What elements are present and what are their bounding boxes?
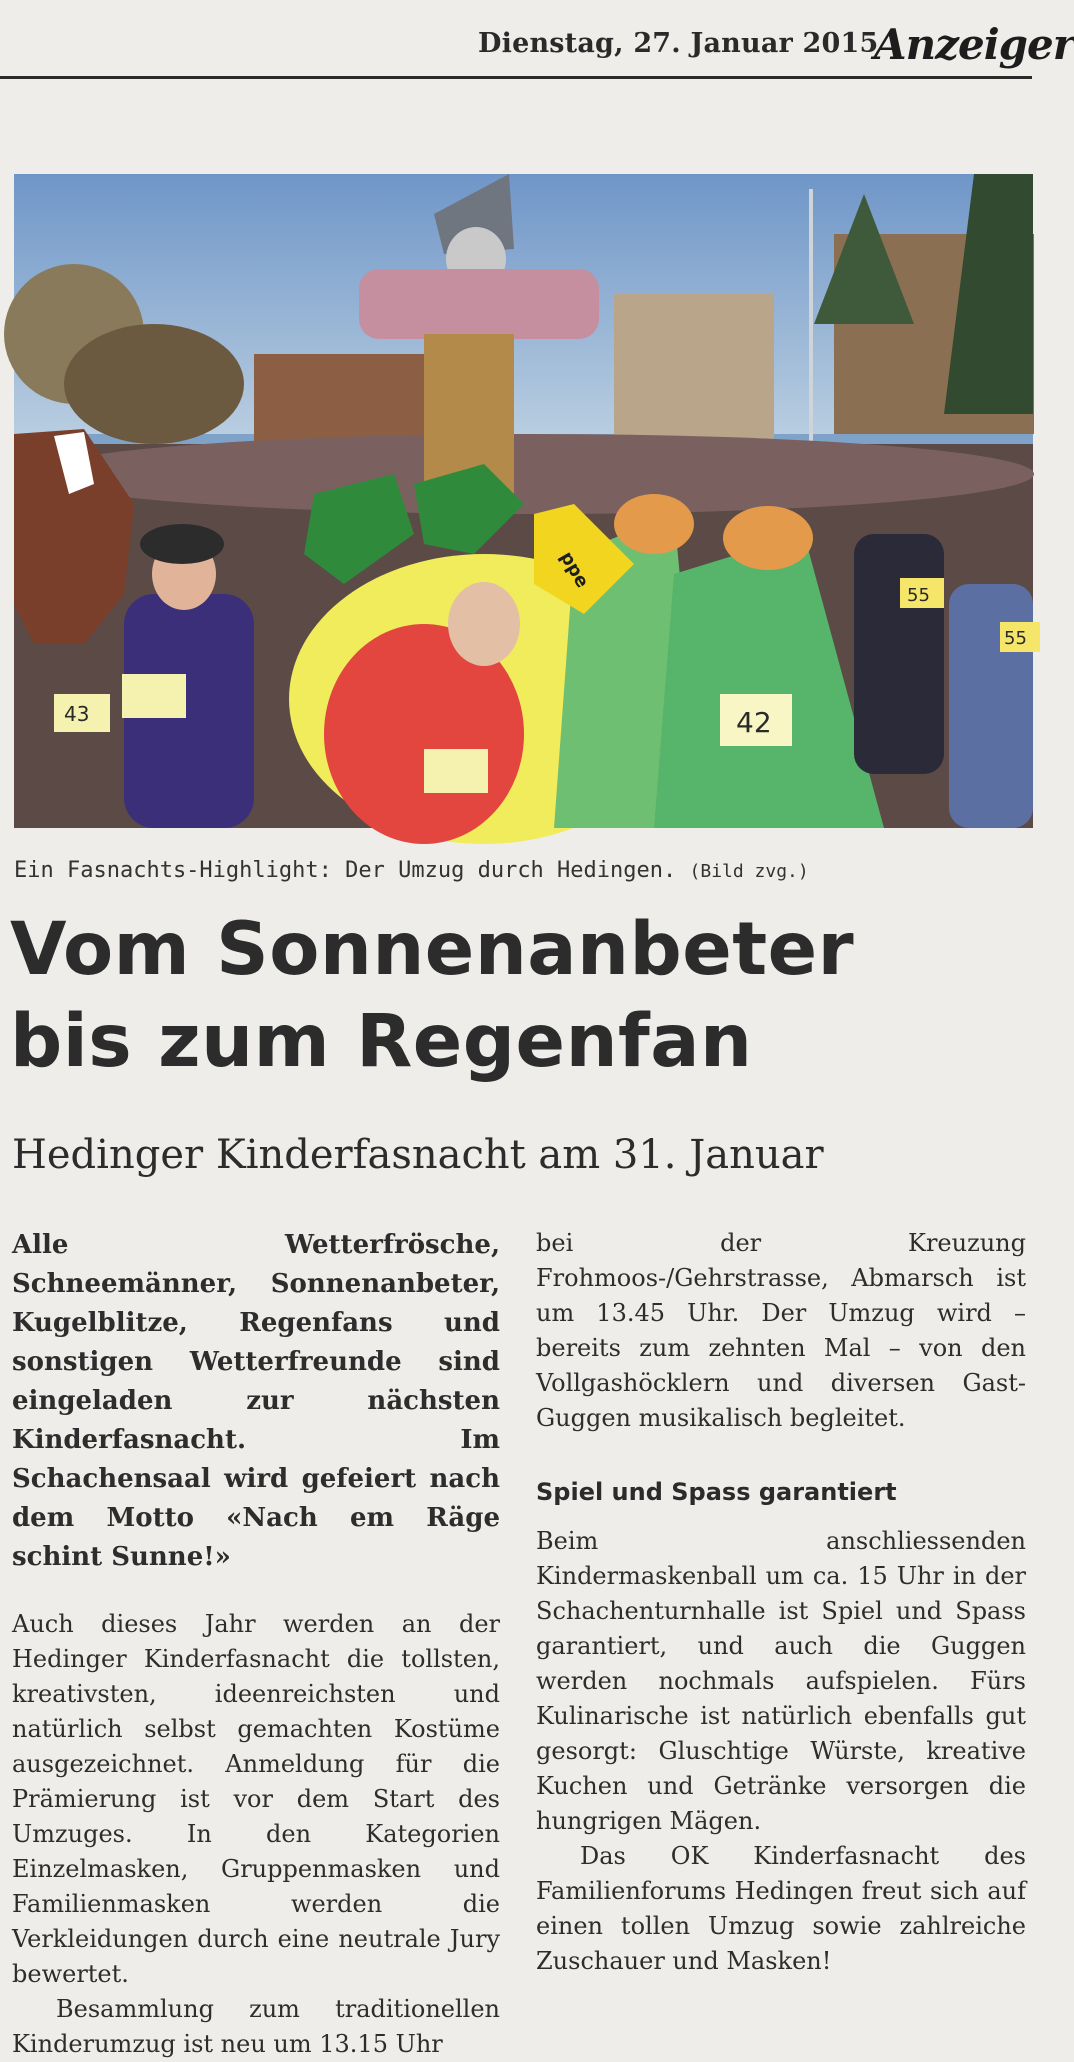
article-column-left: [12, 1226, 500, 2062]
issue-date: Dienstag, 27. Januar 2015: [478, 28, 879, 59]
caption-credit: (Bild zvg.): [689, 861, 809, 882]
article-column-right: [536, 1226, 1026, 1979]
parade-photo: [14, 174, 1033, 828]
photo-tree: [64, 324, 244, 444]
article-paragraph: Das OK Kinderfasnacht des Familienforums Hedingen freut sich auf einen tollen Umzug sowie zahlreiche Zuschauer und Masken!: [536, 1842, 1026, 1975]
photo-scarecrow-body: [359, 269, 599, 339]
photo-child: [949, 584, 1033, 828]
article-paragraph: Beim anschliessenden Kindermaskenball um ca. 15 Uhr in der Schachenturnhalle ist Spiel und Spass garantiert, und auch die Guggen werden nochmals aufspielen. Fürs Kulinarische ist natürlich ebenfalls gut gesorgt: Gluschtige Würste, kreative Kuchen und Getränke versorgen die hungrigen Mägen.: [536, 1527, 1026, 1835]
photo-lamp: [809, 189, 813, 479]
caption-text: Ein Fasnachts-Highlight: Der Umzug durch Hedingen.: [14, 858, 677, 883]
photo-child-hat: [140, 524, 224, 564]
photo-blank-sign: [122, 674, 186, 718]
article-headline: [10, 904, 1030, 1088]
headline-line-2: bis zum Regenfan: [10, 999, 753, 1084]
photo-hat-orange: [614, 494, 694, 554]
photo-number-sign-text: 43: [64, 702, 90, 726]
photo-apple-face: [448, 582, 520, 666]
photo-caption: [14, 858, 809, 883]
section-heading: Spiel und Spass garantiert: [536, 1478, 897, 1506]
article-subheadline: Hedinger Kinderfasnacht am 31. Januar: [12, 1132, 824, 1178]
newspaper-masthead: Anzeiger: [874, 20, 1074, 69]
header-rule: [0, 76, 1032, 79]
photo-hat-orange: [723, 506, 813, 570]
photo-building: [614, 294, 774, 454]
photo-blank-sign: [424, 749, 488, 793]
photo-crowd-heads: [34, 434, 1034, 514]
article-lead: Alle Wetterfrösche, Schneemänner, Sonnenanbeter, Kugelblitze, Regenfans und sonstigen Wetterfreunde sind eingeladen zur nächsten Kinderfasnacht. Im Schachensaal wird gefeiert nach dem Motto «Nach em Räge schint Sunne!»: [12, 1230, 500, 1572]
photo-child: [854, 534, 944, 774]
photo-number-sign-text: 55: [907, 585, 930, 606]
article-paragraph: Besammlung zum traditionellen Kinderumzug ist neu um 13.15 Uhr: [12, 1995, 500, 2058]
photo-number-sign-text: 55: [1004, 628, 1027, 649]
headline-line-1: Vom Sonnenanbeter: [10, 907, 855, 992]
photo-number-sign-text: 42: [736, 706, 772, 739]
photo-banner-text: ppe: [555, 548, 593, 592]
page-header: [0, 0, 1074, 80]
article-paragraph: Auch dieses Jahr werden an der Hedinger Kinderfasnacht die tollsten, kreativsten, ideenreichsten und natürlich selbst gemachten Kostüme ausgezeichnet. Anmeldung für die Prämierung ist vor dem Start des Umzuges. In den Kategorien Einzelmasken, Gruppenmasken und Familienmasken werden die Verkleidungen durch eine neutrale Jury bewertet.: [12, 1610, 500, 1988]
article-paragraph: bei der Kreuzung Frohmoos-/Gehrstrasse, Abmarsch ist um 13.45 Uhr. Der Umzug wird – bereits zum zehnten Mal – von den Vollgashöcklern und diversen Gast-Guggen musikalisch begleitet.: [536, 1229, 1026, 1432]
